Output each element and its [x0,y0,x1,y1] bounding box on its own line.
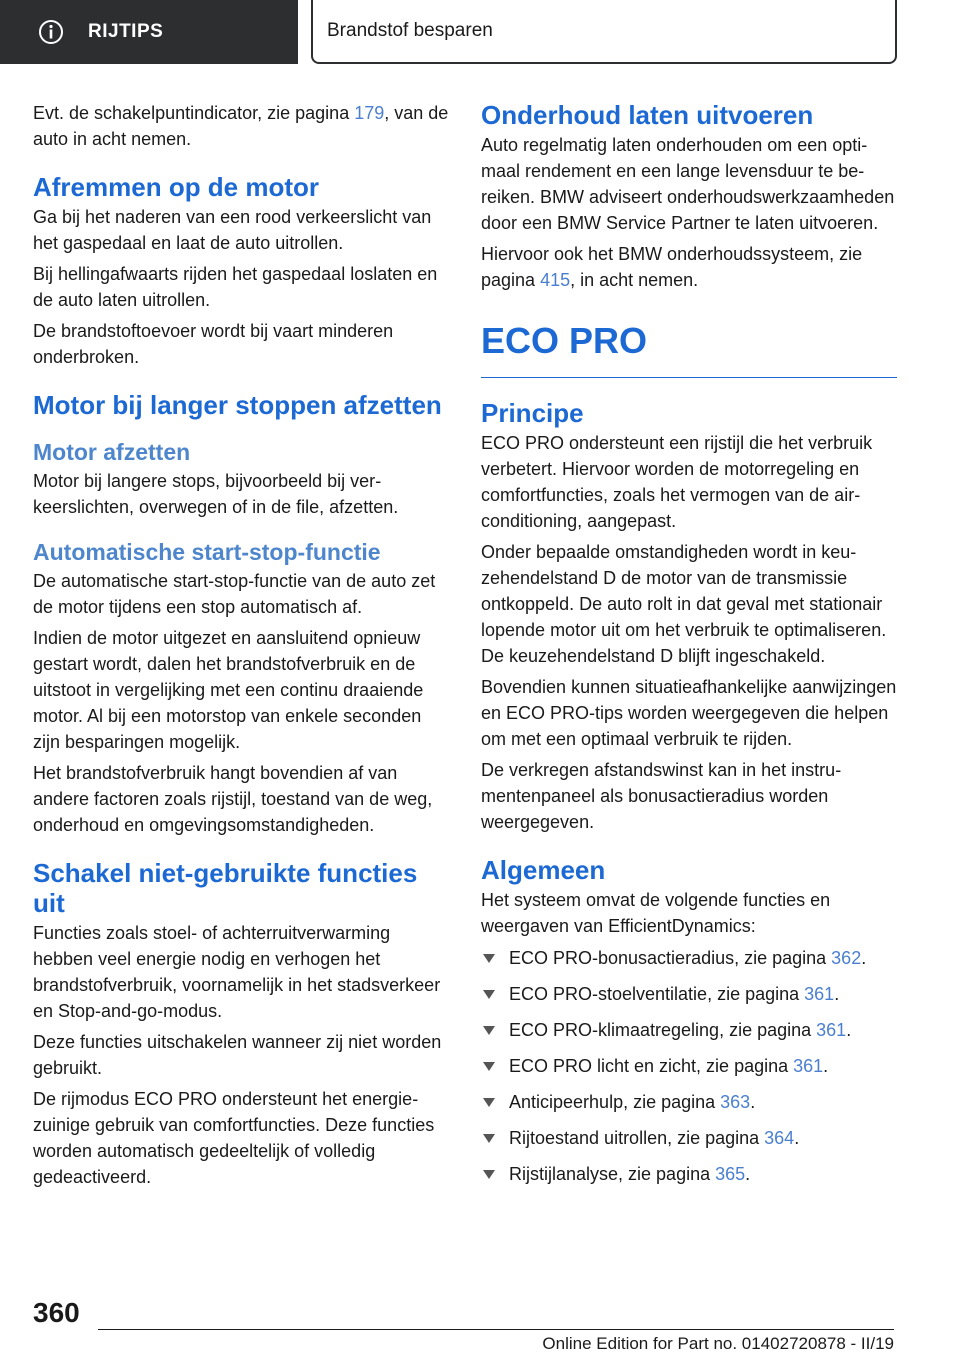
intro-paragraph: Evt. de schakelpuntindicator, zie pagina 179, van de auto in acht nemen. [33,103,449,149]
page-link[interactable]: 361 [793,1056,824,1076]
triangle-bullet-icon [483,1170,495,1179]
page-link[interactable]: 365 [715,1164,746,1184]
paragraph: De automatische start-stop-functie van de auto zet de motor tijdens een stop automatisch af. [33,571,436,617]
list-item: Rijtoestand uitrollen, zie pagina 364. [481,1125,897,1151]
page-link[interactable]: 179 [354,103,385,123]
section-tab [0,0,298,64]
triangle-bullet-icon [483,1098,495,1107]
paragraph: Het brandstofverbruik hangt bovendien af van andere factoren zoals rijstijl, toestand van de weg, onderhoud en omgevingsomstandigheden. [33,763,433,835]
paragraph: Ga bij het naderen van een rood verkeerslicht van het gaspedaal en laat de auto uitrollen. [33,207,432,253]
right-column [481,100,897,1197]
heading-afremmen: Afremmen op de motor [33,172,320,202]
paragraph: De rijmodus ECO PRO ondersteunt het energiezuinige gebruik van comfortfuncties. Deze functies worden automatisch gedeeltelijk of volledig gedeactiveerd. [33,1089,435,1187]
paragraph: Bij hellingafwaarts rijden het gaspedaal loslaten en de auto laten uitrollen. [33,264,438,310]
page-link[interactable]: 361 [804,984,835,1004]
heading-schakel: Schakel niet-gebruikte functies uit [33,858,418,918]
paragraph: Deze functies uitschakelen wanneer zij niet worden gebruikt. [33,1032,442,1078]
left-column [33,100,449,1195]
paragraph: Het systeem omvat de volgende functies en weergaven van EfficientDynamics: [481,890,831,936]
list-item: ECO PRO-klimaatregeling, zie pagina 361. [481,1017,897,1043]
paragraph: Indien de motor uitgezet en aansluitend opnieuw gestart wordt, dalen het brandstofverbruik en de uitstoot in vergelijking met een continu draaiende motor. Al bij een motorstop van enkele seconden zijn besparingen mogelijk. [33,628,424,752]
page-link[interactable]: 362 [831,948,862,968]
page-link[interactable]: 415 [540,270,571,290]
heading-motor-stoppen: Motor bij langer stoppen afzetten [33,390,442,420]
chapter-heading-eco-pro: ECO PRO [481,320,648,361]
page-link[interactable]: 361 [816,1020,847,1040]
info-icon [38,19,64,45]
paragraph: Auto regelmatig laten onderhouden om een optimaal rendement en een lange levensduur te bereiken. BMW adviseert onderhoudswerkzaamheden door een BMW Service Partner te laten uitvoeren. [481,135,895,233]
list-item: ECO PRO-stoelventilatie, zie pagina 361. [481,981,897,1007]
page-link[interactable]: 364 [764,1128,795,1148]
paragraph: Bovendien kunnen situatieafhankelijke aanwijzingen en ECO PRO-tips worden weergegeven die helpen om met een optimaal verbruik te rijden. [481,677,897,749]
triangle-bullet-icon [483,954,495,963]
paragraph: Onder bepaalde omstandigheden wordt in keuzehendelstand D de motor van de transmissie ontkoppeld. De auto rolt in dat geval met stationair lopende motor uit om het verbruik te optimaliseren. De keuzehendelstand D blijft ingeschakeld. [481,542,887,666]
edition-note: Online Edition for Part no. 01402720878 - II/19 [542,1334,894,1353]
page-number: 360 [33,1297,80,1328]
list-item: ECO PRO licht en zicht, zie pagina 361. [481,1053,897,1079]
heading-onderhoud: Onderhoud laten uitvoeren [481,100,814,130]
chapter-title: Brandstof besparen [327,20,493,41]
subheading-start-stop: Automatische start-stop-functie [33,539,381,565]
triangle-bullet-icon [483,990,495,999]
section-title: RIJTIPS [88,21,164,42]
function-list [481,945,897,1187]
triangle-bullet-icon [483,1134,495,1143]
triangle-bullet-icon [483,1062,495,1071]
paragraph: Functies zoals stoel- of achterruitverwarming hebben veel energie nodig en verhogen het brandstofverbruik, voornamelijk in het stadsverkeer en Stop-and-go-modus. [33,923,441,1021]
heading-rule [481,377,897,378]
page-link[interactable]: 363 [720,1092,751,1112]
paragraph: Hiervoor ook het BMW onderhoudssysteem, zie pagina 415, in acht nemen. [481,244,863,290]
paragraph: ECO PRO ondersteunt een rijstijl die het verbruik verbetert. Hiervoor worden de motorregeling en comfortfuncties, zoals het vermogen van de airconditioning, aangepast. [481,433,873,531]
chapter-tab [311,0,897,64]
list-item: Rijstijlanalyse, zie pagina 365. [481,1161,897,1187]
triangle-bullet-icon [483,1026,495,1035]
subheading-motor-afzetten: Motor afzetten [33,439,191,465]
footer-rule [98,1329,894,1330]
paragraph: Motor bij langere stops, bijvoorbeeld bij verkeerslichten, overwegen of in de file, afzetten. [33,471,399,517]
list-item: ECO PRO-bonusactieradius, zie pagina 362. [481,945,897,971]
list-item: Anticipeerhulp, zie pagina 363. [481,1089,897,1115]
paragraph: De brandstoftoevoer wordt bij vaart minderen onderbroken. [33,321,394,367]
paragraph: De verkregen afstandswinst kan in het instrumentenpaneel als bonusactieradius worden weergegeven. [481,760,842,832]
heading-principe: Principe [481,398,584,428]
heading-algemeen: Algemeen [481,855,606,885]
